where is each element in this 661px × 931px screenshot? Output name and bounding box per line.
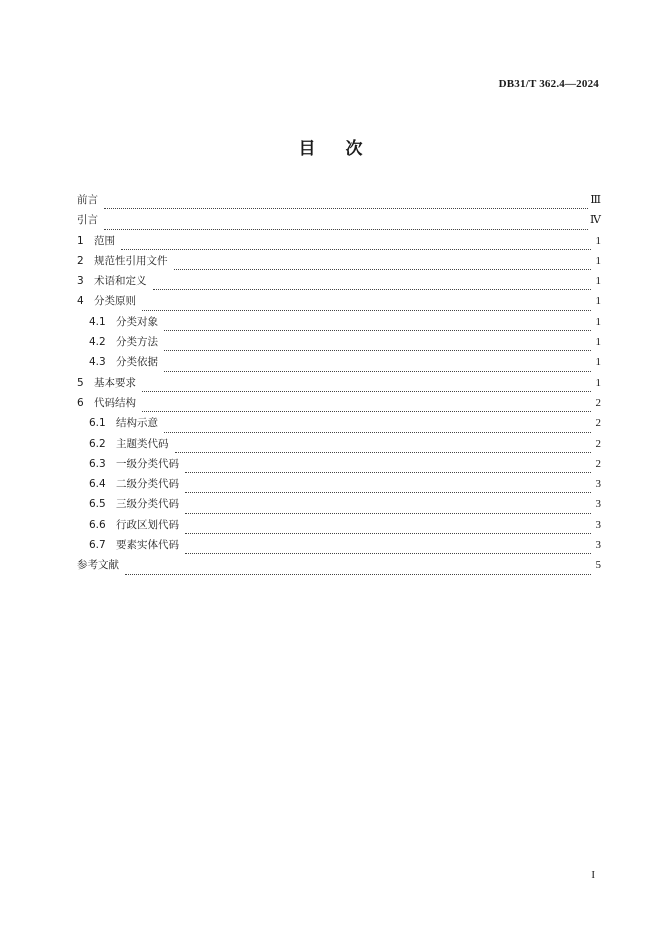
toc-entry-number: 5 [77,376,84,389]
toc-entry[interactable] [77,496,601,516]
toc-entry-number: 6.2 [89,437,106,450]
toc-dot-leader [164,330,591,331]
toc-entry[interactable] [77,557,601,577]
toc-entry-page: 5 [595,559,601,572]
toc-entry-page: 1 [595,234,601,247]
page-number: I [591,869,595,881]
toc-dot-leader [164,350,591,351]
toc-entry-number: 6.1 [89,417,106,430]
toc-entry-page: Ⅳ [590,214,601,227]
toc-entry-label: 规范性引用文件 [94,254,168,267]
page-title-part1: 目 [298,139,316,159]
toc-entry-number: 2 [77,254,84,267]
toc-dot-leader [185,472,591,473]
toc-entry-label: 范围 [94,234,115,247]
toc-entry-number: 4.1 [89,315,106,328]
toc-entry-label: 分类依据 [116,356,158,369]
toc-entry-page: 1 [595,336,601,349]
toc-entry-page: 1 [595,275,601,288]
toc-entry-number: 1 [77,234,84,247]
toc-entry-label: 要素实体代码 [116,539,179,552]
toc-entry[interactable] [77,354,601,374]
toc-entry-label: 术语和定义 [94,275,147,288]
toc-entry-page: 2 [595,457,601,470]
toc-entry-number: 3 [77,275,84,288]
toc-entry[interactable] [77,334,601,354]
toc-entry-number: 6.4 [89,478,106,491]
toc-entry-label: 分类对象 [116,315,158,328]
toc-entry-label: 分类原则 [94,295,136,308]
toc-entry-number: 6.3 [89,457,106,470]
toc-entry-page: 3 [595,539,601,552]
toc-dot-leader [175,452,592,453]
toc-entry[interactable] [77,476,601,496]
toc-entry-number: 4 [77,295,84,308]
toc-entry-label: 参考文献 [77,559,119,572]
toc-dot-leader [185,553,591,554]
toc-entry-label: 行政区划代码 [116,518,179,531]
toc-entry-label: 引言 [77,214,98,227]
page-title-part2: 次 [345,139,363,159]
toc-entry-page: 1 [595,295,601,308]
toc-dot-leader [185,533,591,534]
toc-dot-leader [164,371,591,372]
toc-dot-leader [164,432,591,433]
toc-dot-leader [185,492,591,493]
toc-entry-label: 主题类代码 [116,437,169,450]
toc-entry-number: 6.6 [89,518,106,531]
toc-entry-label: 前言 [77,194,98,206]
toc-entry-page: 3 [595,518,601,531]
toc-dot-leader [104,208,588,209]
toc-entry[interactable] [77,233,601,253]
toc-entry[interactable] [77,314,601,334]
toc-entry-number: 6.7 [89,539,106,552]
toc-entry[interactable] [77,517,601,537]
toc-entry-label: 二级分类代码 [116,478,179,491]
toc-dot-leader [185,513,591,514]
toc-entry[interactable] [77,375,601,395]
toc-entry[interactable] [77,456,601,476]
toc-entry-number: 4.3 [89,356,106,369]
toc-entry[interactable] [77,293,601,313]
toc-dot-leader [142,310,591,311]
toc-entry-label: 一级分类代码 [116,457,179,470]
toc-dot-leader [153,289,592,290]
toc-entry-page: 1 [595,356,601,369]
toc-entry[interactable] [77,537,601,557]
toc-entry-page: 2 [595,417,601,430]
toc-entry-page: 2 [595,396,601,409]
toc-dot-leader [121,249,591,250]
toc-entry-page: 1 [595,376,601,389]
toc-entry[interactable] [77,273,601,293]
toc-entry-label: 三级分类代码 [116,498,179,511]
toc-entry[interactable] [77,415,601,435]
toc-entry[interactable] [77,212,601,232]
toc-entry-page: 1 [595,315,601,328]
toc-entry-page: 3 [595,498,601,511]
toc-entry-label: 结构示意 [116,417,158,430]
toc-entry-page: 2 [595,437,601,450]
toc-entry[interactable] [77,395,601,415]
toc-entry-label: 代码结构 [94,396,136,409]
toc-entry[interactable] [77,253,601,273]
standard-code: DB31/T 362.4—2024 [498,78,599,90]
toc-dot-leader [104,229,588,230]
toc-entry-number: 6.5 [89,498,106,511]
toc-entry-page: 1 [595,254,601,267]
toc-entry-label: 基本要求 [94,376,136,389]
toc-dot-leader [174,269,592,270]
toc-dot-leader [125,574,591,575]
toc-entry[interactable] [77,436,601,456]
page-title [0,134,661,159]
toc-entry-page: Ⅲ [590,194,601,206]
toc-entry[interactable] [77,192,601,212]
table-of-contents [77,192,601,578]
toc-dot-leader [142,391,591,392]
toc-dot-leader [142,411,591,412]
toc-entry-number: 6 [77,396,84,409]
toc-entry-label: 分类方法 [116,336,158,349]
toc-entry-number: 4.2 [89,336,106,349]
toc-entry-page: 3 [595,478,601,491]
